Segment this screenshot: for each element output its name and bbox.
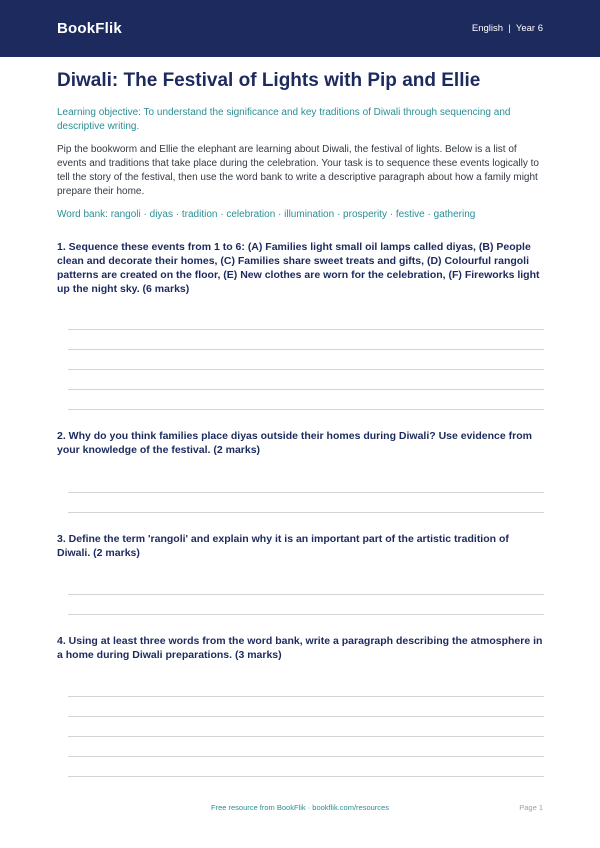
answer-line [68,756,544,757]
answer-line [68,369,544,370]
worksheet-body [57,57,544,777]
answer-line [68,329,544,330]
answer-lines[interactable] [57,594,544,615]
question-2 [57,429,544,513]
answer-line [68,492,544,493]
question-1 [57,240,544,410]
brand-logo: BookFlik [57,20,122,37]
answer-line [68,614,544,615]
answer-line [68,716,544,717]
footer-source-link[interactable]: Free resource from BookFlik · bookflik.com/resources [211,803,389,812]
subject-year-label: English | Year 6 [471,23,543,34]
answer-line [68,409,544,410]
learning-objective: Learning objective: To understand the significance and key traditions of Diwali through sequencing and descriptive writing. [57,107,511,132]
answer-line [68,349,544,350]
question-text: 3. Define the term 'rangoli' and explain why it is an important part of the artistic tradition of Diwali. (2 marks) [57,533,509,559]
question-3 [57,532,544,615]
answer-line [68,696,544,697]
answer-line [68,389,544,390]
answer-line [68,512,544,513]
answer-lines[interactable] [57,329,544,410]
page-number: Page 1 [519,803,543,812]
answer-lines[interactable] [57,492,544,513]
page-footer [0,803,600,815]
question-text: 1. Sequence these events from 1 to 6: (A) Families light small oil lamps called diyas, (B) People clean and decorate their homes, (C) Families share sweet treats and gifts, (D) Colourful rangoli patterns are created on the floor, (E) New clothes are worn for the celebration, (F) Fireworks light up the night sky. (6 marks) [57,241,540,295]
answer-line [68,776,544,777]
intro-paragraph: Pip the bookworm and Ellie the elephant are learning about Diwali, the festival of lights. Below is a list of events and traditions that take place during the celebration. Your task is to sequence these events logically to tell the story of the festival, then use the word bank to write a descriptive paragraph about how a family might prepare their home. [57,144,539,197]
page-header [0,0,600,57]
question-4 [57,634,544,777]
page-title: Diwali: The Festival of Lights with Pip and Ellie [57,70,481,91]
question-text: 2. Why do you think families place diyas outside their homes during Diwali? Use evidence from your knowledge of the festival. (2 marks) [57,430,532,456]
answer-lines[interactable] [57,696,544,777]
answer-line [68,736,544,737]
question-text: 4. Using at least three words from the word bank, write a paragraph describing the atmosphere in a home during Diwali preparations. (3 marks) [57,635,543,661]
answer-line [68,594,544,595]
word-bank: Word bank: rangoli · diyas · tradition · celebration · illumination · prosperity · festive · gathering [57,209,476,220]
